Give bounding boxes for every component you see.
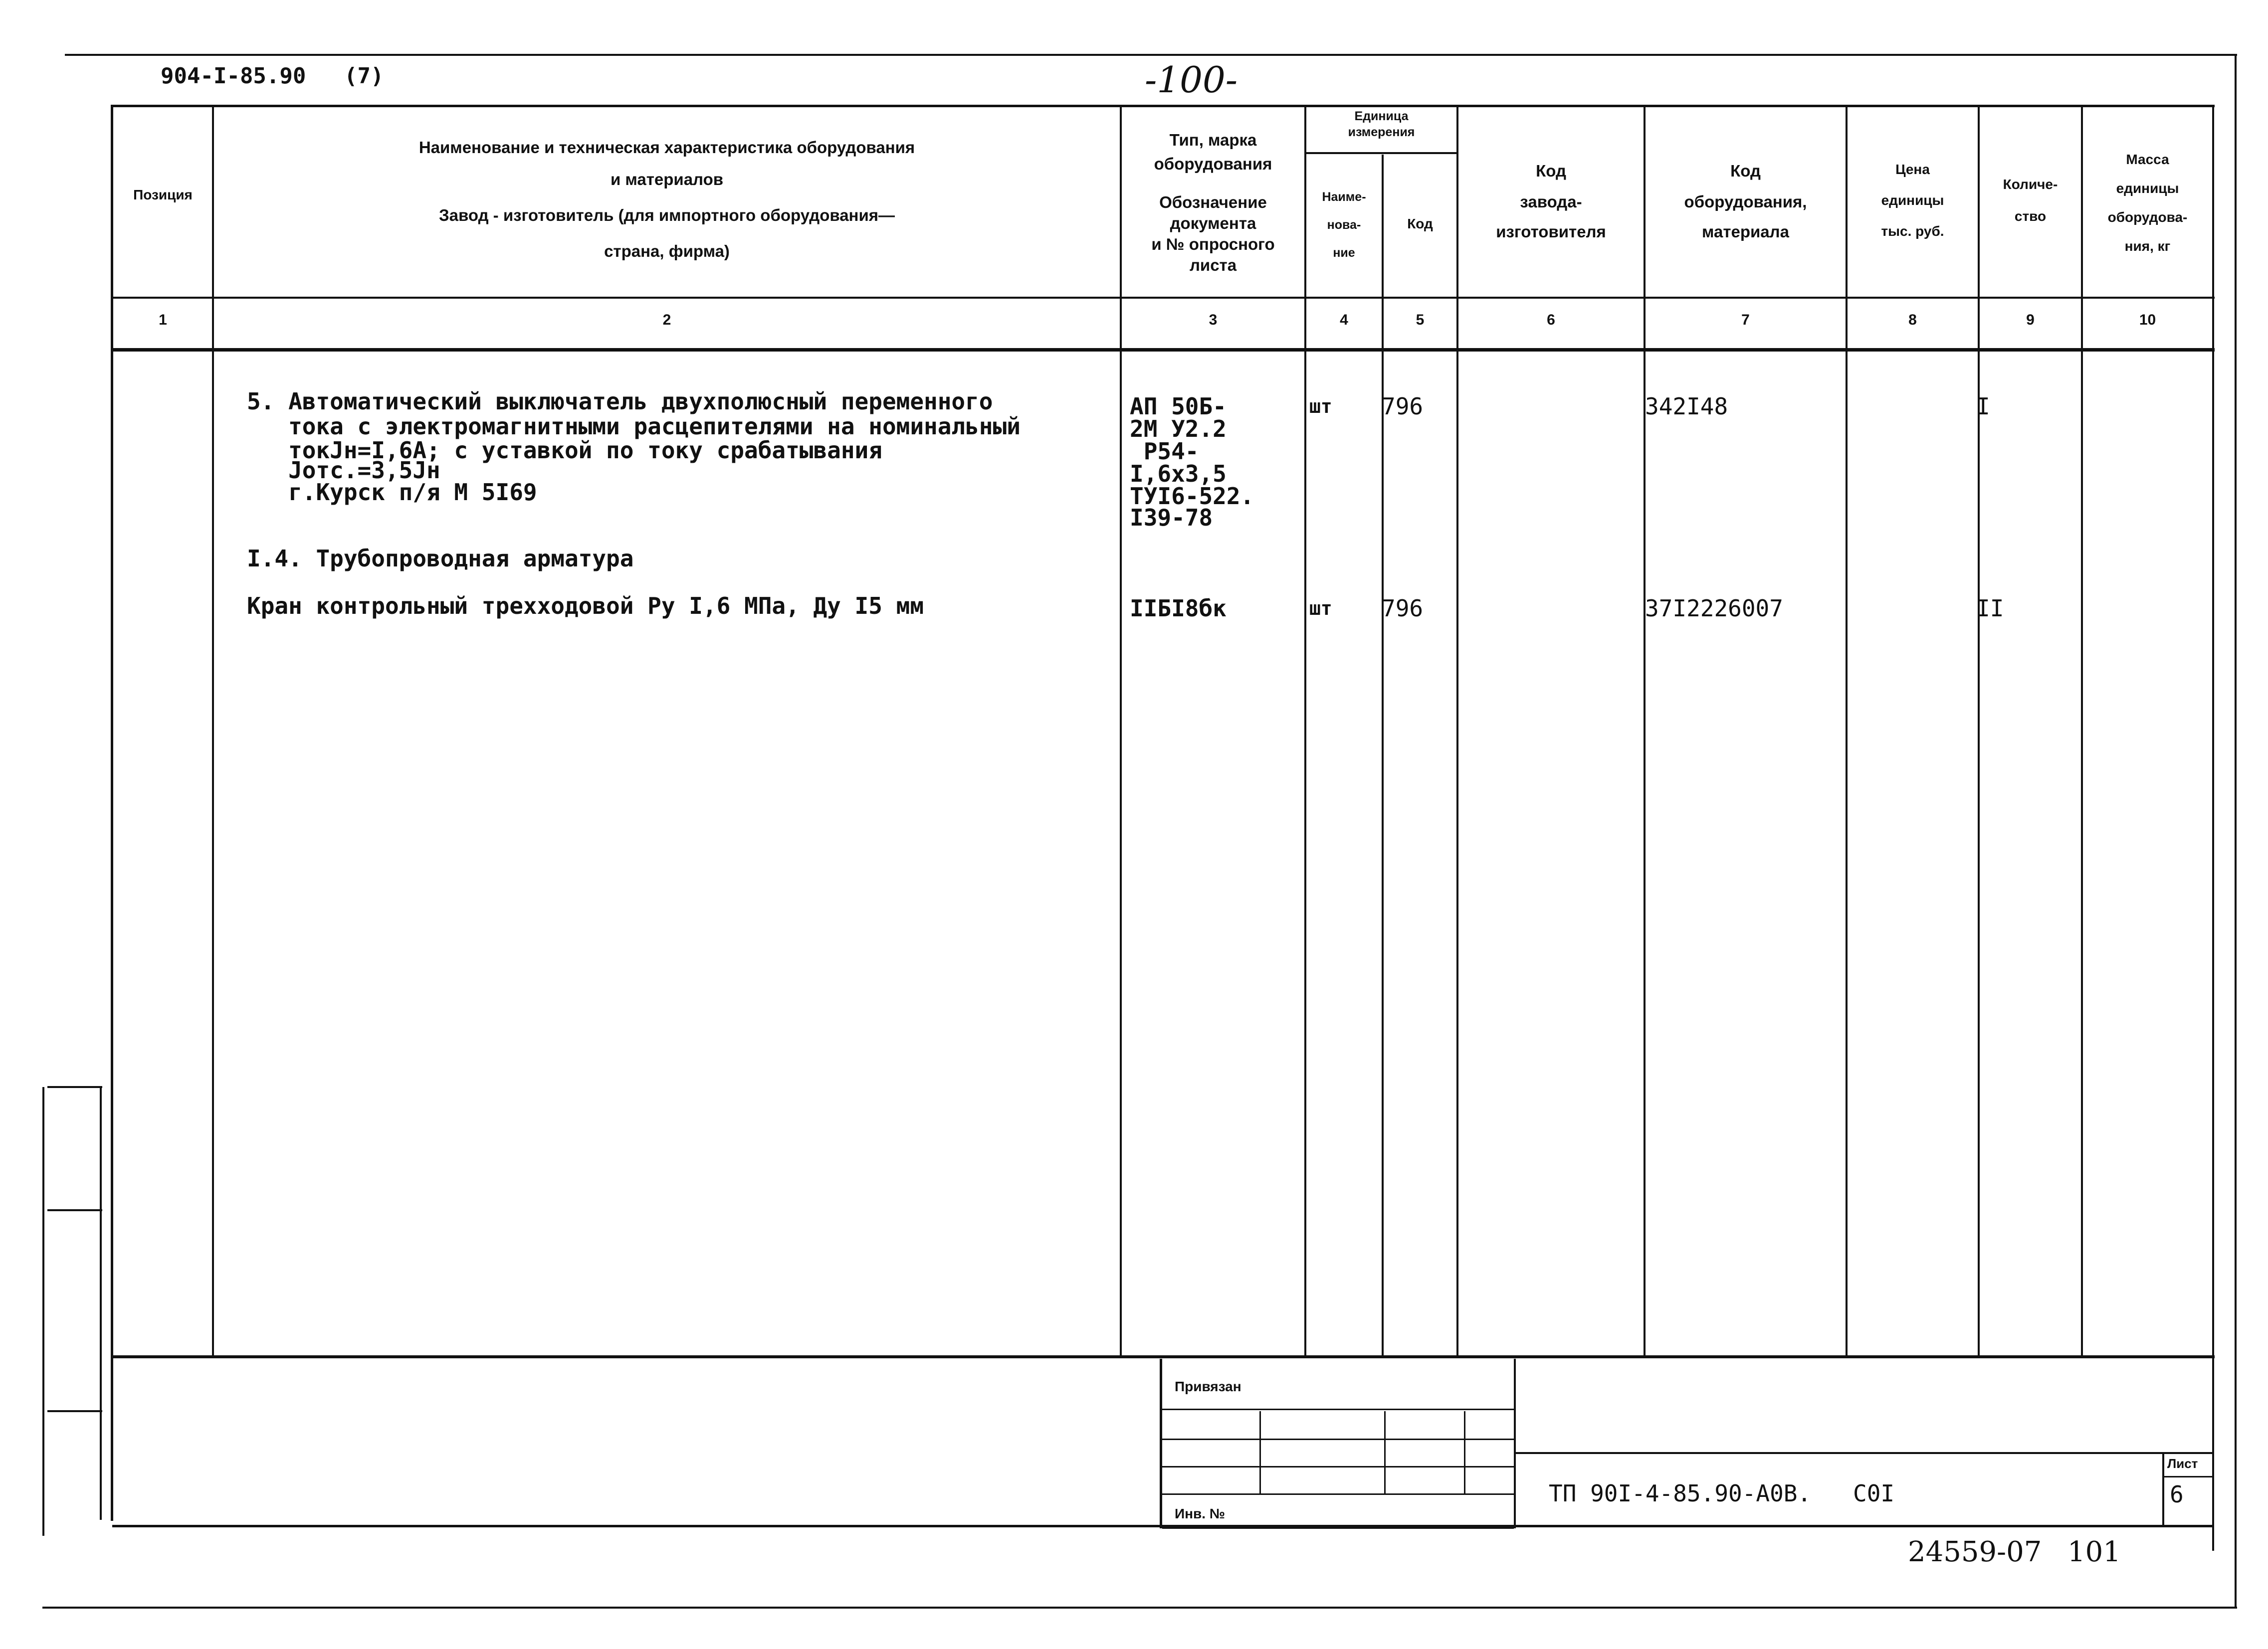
page-number: -100- bbox=[1145, 59, 1238, 101]
header-name-line1: Наименование и техническая характеристика оборудования bbox=[418, 138, 915, 157]
stamp-linked-left-line bbox=[1160, 1359, 1162, 1528]
header-type-line5: и № опросного bbox=[1151, 235, 1275, 253]
header-factory-line1: Код bbox=[1536, 162, 1566, 180]
header-unit-line2: измерения bbox=[1348, 125, 1415, 139]
row1-type-line4: I,6x3,5 bbox=[1130, 460, 1227, 487]
stamp-linked-label: Привязан bbox=[1175, 1379, 1241, 1394]
header-unit-name3: ние bbox=[1333, 246, 1355, 260]
header-type-line2: оборудования bbox=[1154, 155, 1272, 173]
col-divider-7 bbox=[1846, 105, 1848, 1356]
row1-type-line5: ТУI6-522. bbox=[1130, 483, 1254, 510]
margin-box-line-1 bbox=[47, 1086, 102, 1088]
stamp-inv-label: Инв. № bbox=[1175, 1506, 1226, 1521]
stamp-line-2 bbox=[1162, 1439, 1514, 1440]
stamp-line-4 bbox=[1162, 1493, 1514, 1495]
frame-right-line bbox=[2235, 54, 2237, 1609]
column-number-10: 10 bbox=[2139, 312, 2156, 328]
header-name-line3: Завод - изготовитель (для импортного оборудования— bbox=[438, 206, 895, 224]
header-mass-line4: ния, кг bbox=[2124, 238, 2171, 254]
stamp-cell-divider-2 bbox=[1384, 1411, 1386, 1493]
column-number-8: 8 bbox=[1908, 312, 1917, 328]
column-number-4: 4 bbox=[1340, 312, 1348, 328]
column-number-separator-line bbox=[112, 348, 2215, 352]
header-equip-line1: Код bbox=[1730, 162, 1761, 180]
col-divider-3 bbox=[1304, 105, 1306, 1356]
row1-type-line2: 2М У2.2 bbox=[1130, 415, 1227, 442]
col-divider-8 bbox=[1978, 105, 1980, 1356]
title-block-top-line bbox=[1514, 1452, 2212, 1454]
col-divider-2 bbox=[1120, 105, 1122, 1356]
row2-qty: II bbox=[1976, 595, 2004, 622]
table-bottom-line bbox=[112, 1355, 2215, 1358]
header-price-line3: тыс. руб. bbox=[1881, 223, 1944, 239]
header-type-line3: Обозначение bbox=[1159, 193, 1267, 211]
col-divider-6 bbox=[1644, 105, 1646, 1356]
header-type-line6: листа bbox=[1189, 256, 1237, 274]
header-type-line1: Тип, марка bbox=[1169, 131, 1257, 149]
row1-type-line1: АП 50Б- bbox=[1130, 393, 1227, 420]
archive-page: 101 bbox=[2067, 1536, 2121, 1568]
header-name-line2: и материалов bbox=[610, 170, 724, 188]
table-right-line bbox=[2212, 105, 2214, 1551]
row2-name-line1: Кран контрольный трехходовой Ру I,6 МПа, Ду I5 мм bbox=[247, 592, 924, 619]
row1-name-line1: 5. Автоматический выключатель двухполюсный переменного bbox=[247, 388, 993, 415]
header-price-line1: Цена bbox=[1895, 162, 1930, 177]
column-number-7: 7 bbox=[1741, 312, 1750, 328]
sheet-cell-split-line bbox=[2162, 1476, 2212, 1477]
row1-equip-code: 342I48 bbox=[1645, 393, 1728, 420]
frame-left-margin-line bbox=[42, 1087, 44, 1536]
row1-name-line5: г.Курск п/я М 5I69 bbox=[247, 479, 537, 506]
col-divider-4 bbox=[1382, 155, 1384, 1356]
header-separator-line bbox=[112, 297, 2215, 299]
frame-bottom-line bbox=[42, 1607, 2237, 1609]
section-title-pipe-fittings: I.4. Трубопроводная арматура bbox=[247, 545, 634, 572]
row1-qty: I bbox=[1976, 393, 1990, 420]
column-number-9: 9 bbox=[2026, 312, 2035, 328]
col-divider-1 bbox=[212, 105, 214, 1356]
header-equip-line3: материала bbox=[1702, 222, 1789, 241]
row1-type-line6: I39-78 bbox=[1130, 504, 1213, 531]
sheet-mark: (7) bbox=[344, 63, 384, 89]
sheet-cell-left-line bbox=[2162, 1452, 2164, 1527]
stamp-cell-divider-1 bbox=[1259, 1411, 1261, 1493]
frame-top-line bbox=[65, 54, 2237, 56]
table-footer-line bbox=[112, 1525, 2212, 1527]
sheet-number: 6 bbox=[2170, 1481, 2184, 1508]
header-mass-line2: единицы bbox=[2116, 181, 2179, 196]
header-unit-name2: нова- bbox=[1327, 218, 1361, 232]
margin-box-right-line bbox=[100, 1086, 102, 1520]
col-divider-5 bbox=[1456, 105, 1458, 1356]
header-unit-line1: Единица bbox=[1354, 109, 1409, 123]
row1-unit-code: 796 bbox=[1382, 393, 1424, 420]
row1-name-line2: тока с электромагнитными расцепителями на номинальный bbox=[247, 413, 1021, 440]
row2-type-line1: IIБI8бк bbox=[1130, 595, 1227, 622]
margin-box-line-2 bbox=[47, 1209, 102, 1211]
column-number-2: 2 bbox=[662, 312, 671, 328]
header-mass-line3: оборудова- bbox=[2107, 209, 2188, 225]
table-left-line bbox=[111, 105, 113, 1521]
column-number-3: 3 bbox=[1209, 312, 1218, 328]
column-number-1: 1 bbox=[159, 312, 167, 328]
title-block-suffix: С0I bbox=[1853, 1480, 1895, 1507]
row1-unit: шт bbox=[1309, 395, 1332, 417]
title-block-designation: ТП 90I-4-85.90-А0В. bbox=[1549, 1480, 1812, 1507]
header-factory-line3: изготовителя bbox=[1496, 222, 1606, 241]
row2-unit: шт bbox=[1309, 597, 1332, 619]
document-code: 904-I-85.90 bbox=[161, 63, 306, 89]
header-factory-line2: завода- bbox=[1520, 192, 1582, 211]
stamp-cell-divider-3 bbox=[1464, 1411, 1465, 1493]
table-top-line bbox=[112, 105, 2215, 107]
stamp-line-1 bbox=[1162, 1409, 1514, 1410]
header-name-line4: страна, фирма) bbox=[604, 242, 730, 260]
column-number-6: 6 bbox=[1547, 312, 1555, 328]
col-divider-9 bbox=[2081, 105, 2083, 1356]
row1-type-line3: Р54- bbox=[1130, 438, 1199, 465]
header-equip-line2: оборудования, bbox=[1684, 192, 1807, 211]
sheet-label: Лист bbox=[2167, 1456, 2198, 1471]
header-mass-line1: Масса bbox=[2126, 152, 2169, 167]
header-type-line4: документа bbox=[1170, 214, 1256, 232]
unit-group-split-line bbox=[1304, 152, 1456, 154]
row2-equip-code: 37I2226007 bbox=[1645, 595, 1783, 622]
row2-unit-code: 796 bbox=[1382, 595, 1424, 622]
header-qty-line2: ство bbox=[2014, 208, 2047, 224]
stamp-line-3 bbox=[1162, 1466, 1514, 1467]
margin-box-line-3 bbox=[47, 1410, 102, 1412]
header-qty-line1: Количе- bbox=[2003, 177, 2058, 192]
header-price-line2: единицы bbox=[1881, 192, 1944, 208]
row1-name-line3: токJн=I,6A; с уставкой по току срабатывания bbox=[247, 437, 882, 464]
stamp-linked-right-line bbox=[1514, 1359, 1516, 1528]
header-position: Позиция bbox=[133, 187, 193, 202]
column-number-5: 5 bbox=[1416, 312, 1425, 328]
row1-name-line4: Jотс.=3,5Jн bbox=[247, 457, 440, 484]
archive-number: 24559-07 bbox=[1908, 1536, 2042, 1568]
header-unit-code: Код bbox=[1407, 216, 1433, 231]
header-unit-name1: Наиме- bbox=[1322, 190, 1366, 204]
